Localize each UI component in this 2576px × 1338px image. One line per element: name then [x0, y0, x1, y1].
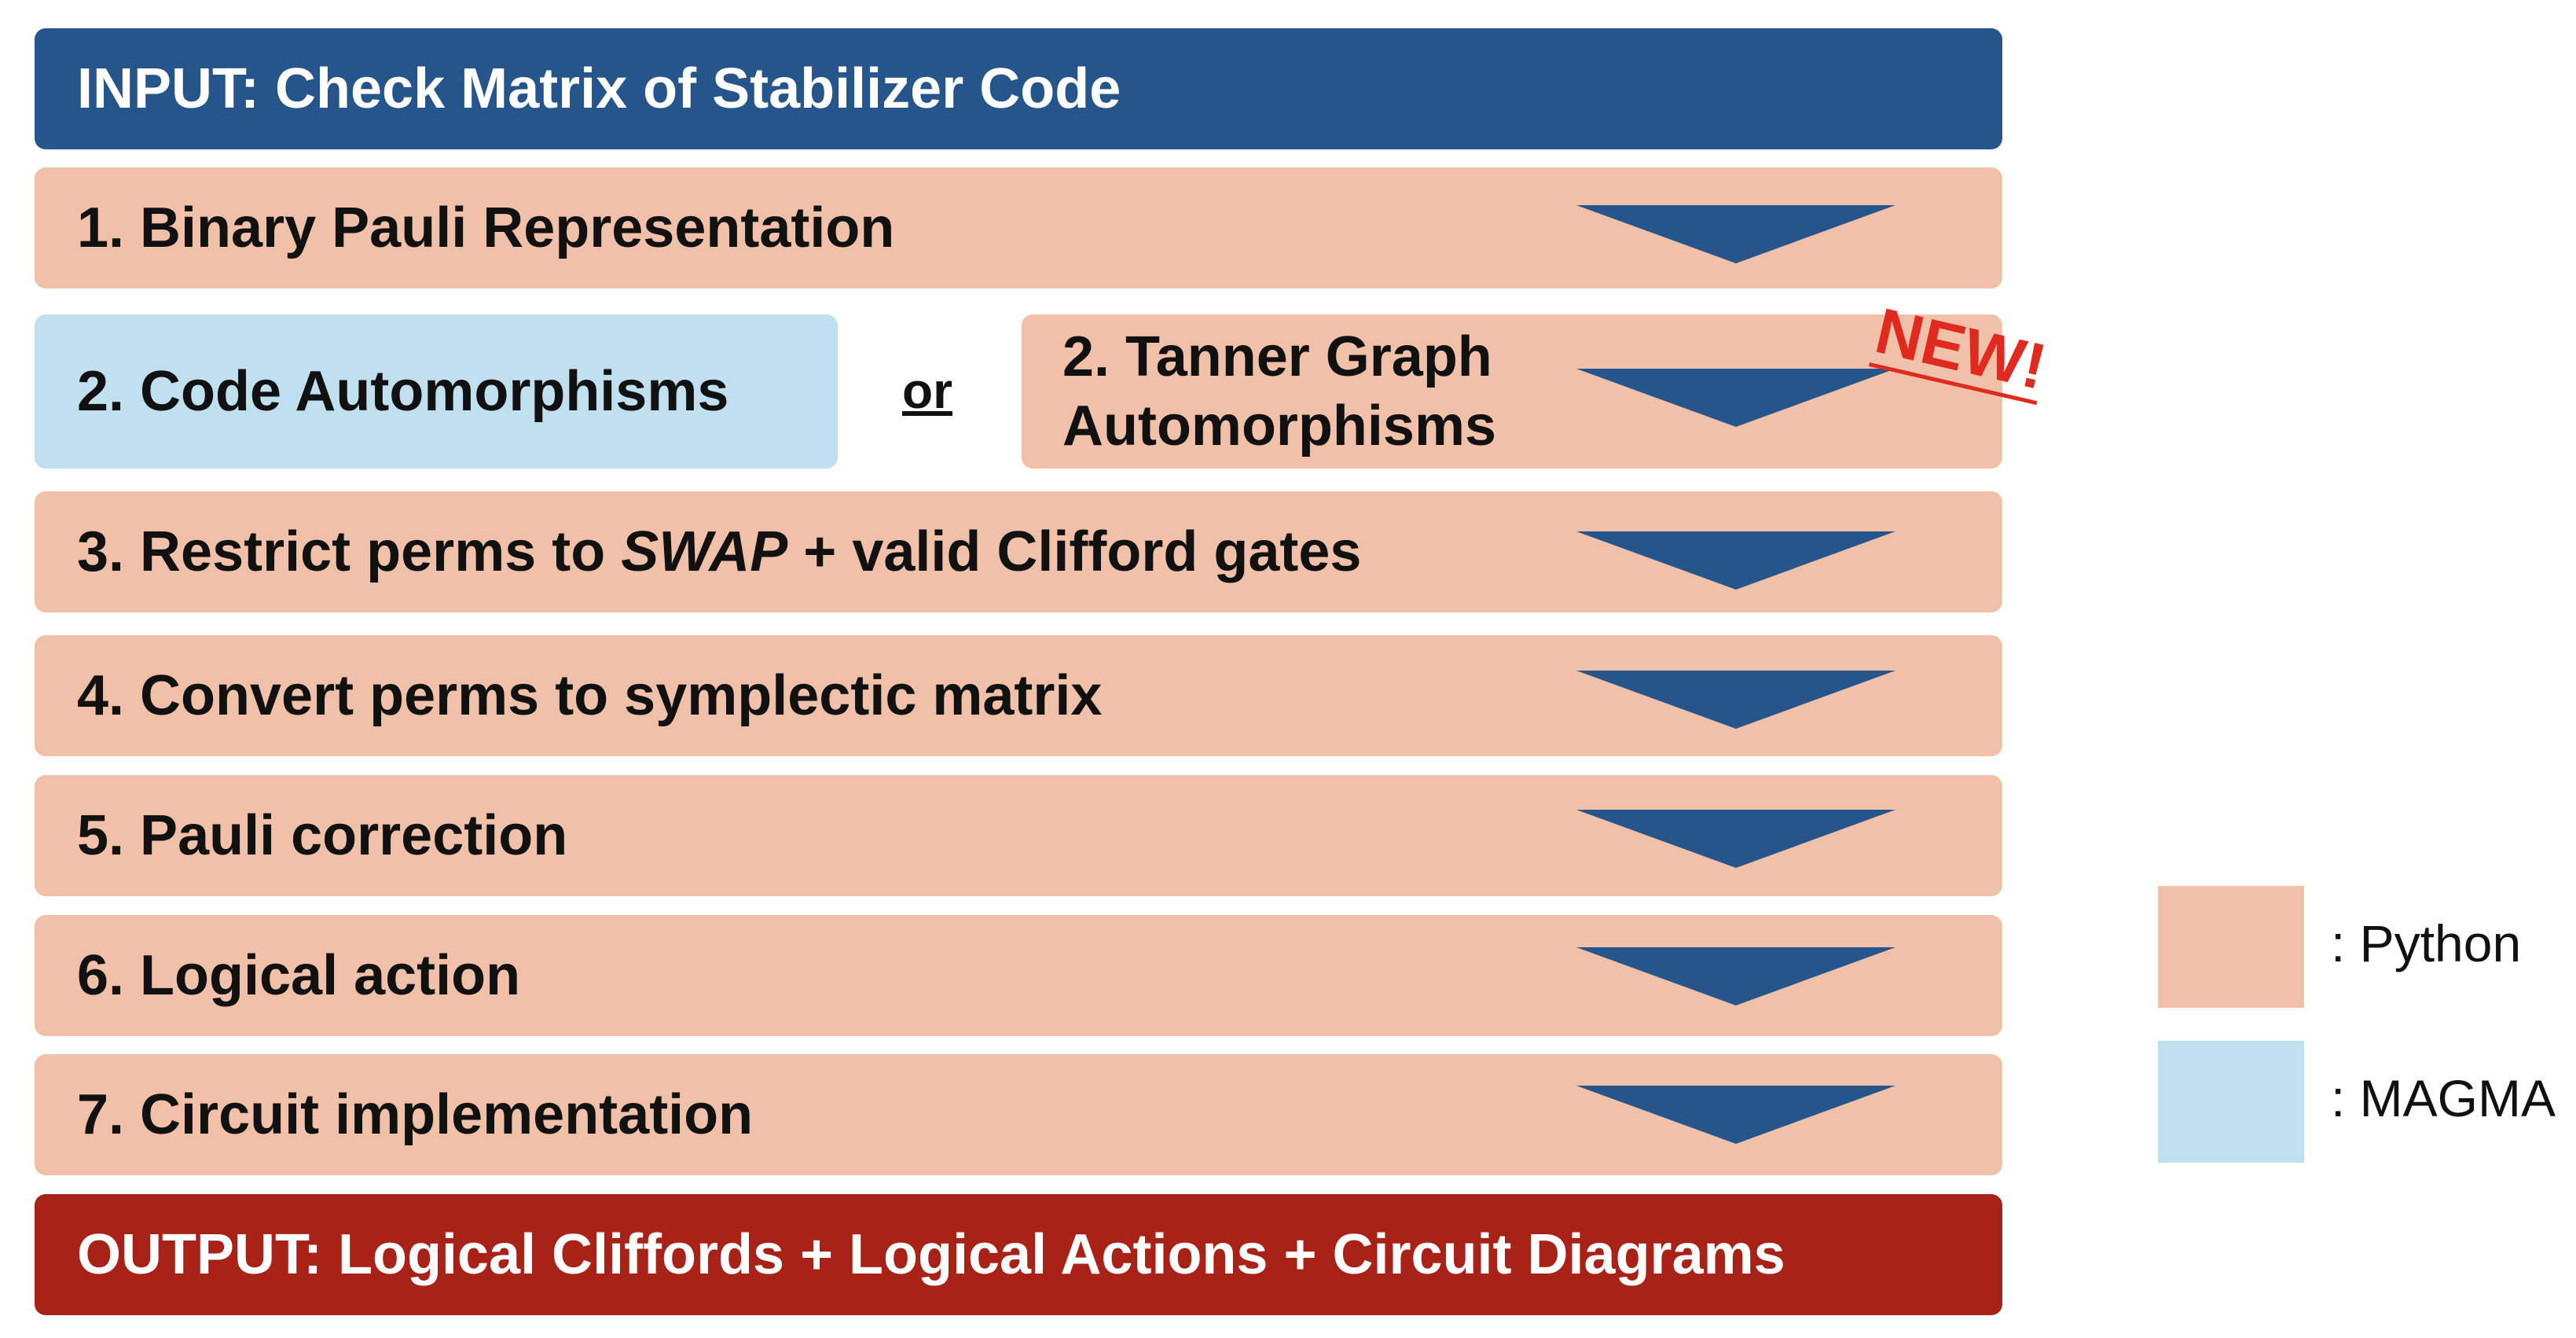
step-2a-box [35, 314, 838, 469]
step-2b-line1: 2. Tanner Graph [1062, 325, 1492, 388]
legend-python-swatch [2158, 886, 2304, 1008]
step-4-arrow-icon [1576, 671, 1895, 729]
step-3-arrow-icon [1576, 531, 1895, 590]
step-6-label: 6. Logical action [77, 944, 521, 1007]
step-3-label-swap: SWAP [621, 520, 788, 583]
step-2a-label: 2. Code Automorphisms [77, 360, 729, 423]
or-label: or [902, 362, 952, 419]
input-box [35, 28, 2002, 149]
step-5-label: 5. Pauli correction [77, 804, 568, 867]
output-label: OUTPUT: Logical Cliffords + Logical Actions + Circuit Diagrams [77, 1223, 1785, 1286]
step-2-arrow-icon [1576, 369, 1895, 427]
step-3-label-pre: 3. Restrict perms to [77, 520, 622, 583]
step-6-arrow-icon [1576, 947, 1895, 1005]
step-7-label: 7. Circuit implementation [77, 1083, 754, 1146]
step-7-arrow-icon [1576, 1086, 1895, 1144]
input-label: INPUT: Check Matrix of Stabilizer Code [77, 57, 1121, 120]
step-1-label: 1. Binary Pauli Representation [77, 197, 895, 259]
output-box [35, 1194, 2002, 1315]
legend-magma-swatch [2158, 1041, 2304, 1163]
step-3-label-post: + valid Clifford gates [787, 520, 1362, 583]
step-1-arrow-icon [1576, 205, 1895, 263]
step-5-arrow-icon [1576, 810, 1895, 868]
step-3-label [77, 520, 1361, 584]
step-4-label: 4. Convert perms to symplectic matrix [77, 664, 1103, 727]
legend-magma-label: : MAGMA [2331, 1069, 2556, 1127]
legend-python-label: : Python [2331, 914, 2522, 972]
step-2b-line2: Automorphisms [1062, 395, 1497, 458]
new-badge: NEW! [1869, 295, 2053, 404]
